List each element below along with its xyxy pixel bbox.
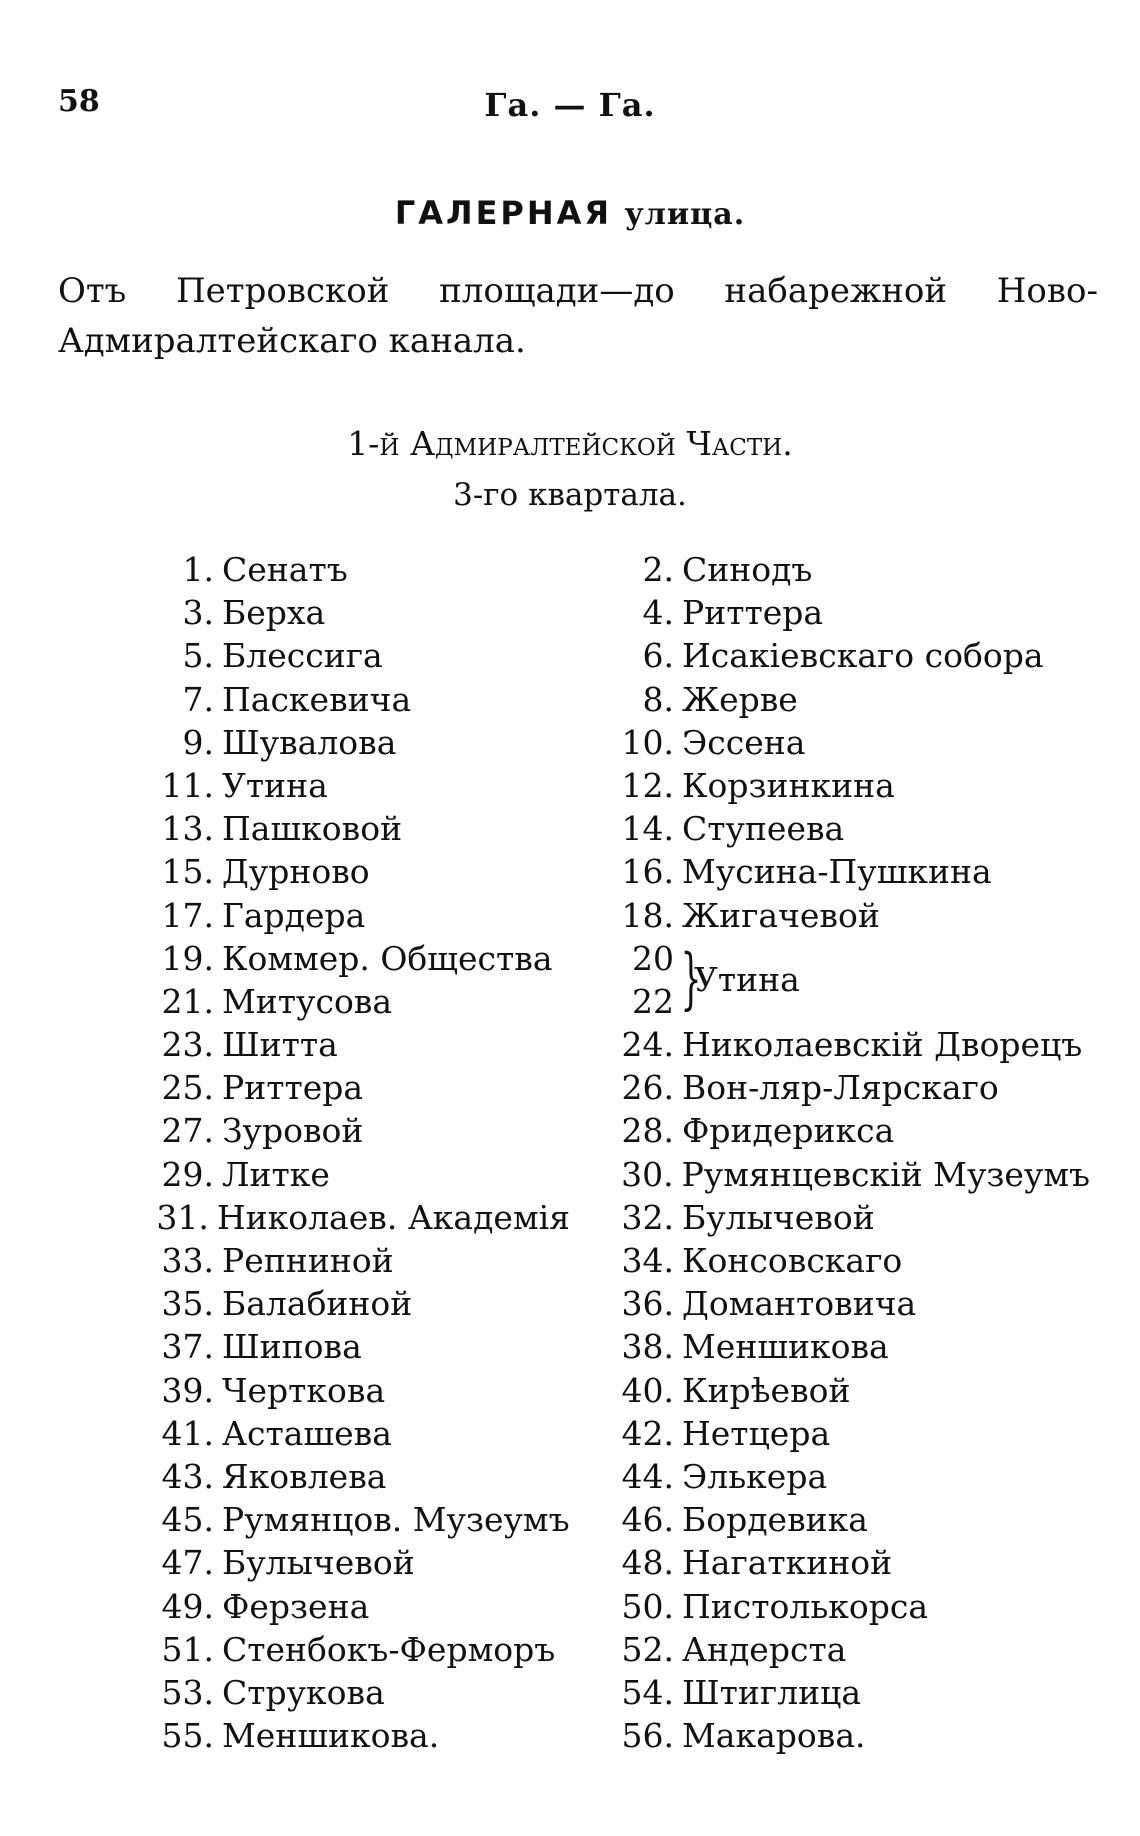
house-entry <box>130 1714 570 1757</box>
street-name: ГАЛЕРНАЯ <box>394 194 613 232</box>
house-owner: Зуровой <box>222 1111 364 1151</box>
house-number: 14. <box>621 809 674 849</box>
odd-houses-column <box>130 548 570 1757</box>
house-owner: Ступеева <box>682 809 845 849</box>
street-type: улица. <box>624 197 746 232</box>
house-number: 32. <box>621 1197 674 1237</box>
house-entry <box>130 678 570 721</box>
house-number: 24. <box>621 1025 674 1065</box>
house-number: 11. <box>161 765 214 805</box>
house-owner: Коммер. Общества <box>222 938 553 978</box>
house-owner: Стенбокъ-Ферморъ <box>222 1629 556 1669</box>
house-owner: Риттера <box>222 1068 364 1108</box>
house-owner: Дурново <box>222 852 370 892</box>
house-number: 54. <box>621 1672 674 1712</box>
house-number: 26. <box>621 1068 674 1108</box>
house-entry <box>130 1066 570 1109</box>
house-number: 27. <box>161 1111 214 1151</box>
house-owner: Фридерикса <box>682 1111 895 1151</box>
house-number: 23. <box>161 1025 214 1065</box>
house-entry <box>590 807 1090 850</box>
house-entry <box>590 1671 1090 1714</box>
house-owner: Андерста <box>682 1629 847 1669</box>
house-entry <box>590 1066 1090 1109</box>
house-number: 43. <box>161 1456 214 1496</box>
house-number: 10. <box>621 722 674 762</box>
house-entry <box>590 548 1090 591</box>
house-entry <box>130 1109 570 1152</box>
house-owner: Утина <box>694 960 800 1000</box>
house-number: 18. <box>621 895 674 935</box>
house-number: 45. <box>161 1500 214 1540</box>
house-number: 31. <box>156 1197 209 1237</box>
house-entry <box>130 634 570 677</box>
house-number: 42. <box>621 1413 674 1453</box>
house-entry <box>590 1412 1090 1455</box>
house-owner: Шипова <box>222 1327 362 1367</box>
house-entry <box>590 1239 1090 1282</box>
house-number: 33. <box>161 1241 214 1280</box>
house-owner: Меншикова. <box>222 1716 440 1756</box>
house-owner: Пистолькорса <box>682 1586 929 1626</box>
house-owner: Жигачевой <box>682 895 880 935</box>
running-head: Га. — Га. <box>484 86 656 124</box>
house-entry <box>590 1325 1090 1368</box>
house-entry <box>130 1239 570 1282</box>
house-entry <box>130 850 570 893</box>
house-owner: Румянцевскій Музеумъ <box>681 1154 1090 1194</box>
brace-symbol: } <box>680 939 702 1017</box>
house-entry <box>590 1282 1090 1325</box>
house-entry <box>130 1498 570 1541</box>
house-number: 9. <box>182 722 214 762</box>
house-entry <box>590 1109 1090 1152</box>
house-number: 25. <box>161 1068 214 1108</box>
house-entry <box>130 548 570 591</box>
house-entry <box>130 894 570 937</box>
house-number: 47. <box>161 1543 214 1583</box>
house-number: 16. <box>621 852 674 892</box>
house-entry <box>130 1671 570 1714</box>
house-entry <box>590 1196 1090 1239</box>
house-owner: Литке <box>222 1154 330 1194</box>
house-entry <box>130 937 570 980</box>
house-number: 8. <box>642 679 674 719</box>
house-number: 49. <box>161 1586 214 1626</box>
house-owner: Блессига <box>222 636 383 676</box>
house-owner: Синодъ <box>682 550 813 589</box>
house-entry <box>130 764 570 807</box>
house-number: 3. <box>182 593 214 633</box>
house-owner: Вон-ляр-Лярскаго <box>682 1068 999 1108</box>
house-number: 56. <box>621 1716 674 1756</box>
house-owner: Паскевича <box>222 679 412 719</box>
house-number: 12. <box>621 765 674 805</box>
house-number: 41. <box>161 1413 214 1453</box>
house-owner: Николаевскій Дворецъ <box>682 1025 1083 1065</box>
house-number: 13. <box>161 809 214 849</box>
bracketed-house-entry <box>590 937 1090 1023</box>
house-number: 6. <box>642 636 674 676</box>
house-number: 48. <box>621 1543 674 1583</box>
house-owner: Булычевой <box>222 1543 415 1583</box>
street-description: Отъ Петровской площади—до набарежной Ново-Адмиралтейскаго канала. <box>58 271 1098 361</box>
house-number: 30. <box>621 1154 674 1194</box>
house-entry <box>590 1585 1090 1628</box>
house-number: 52. <box>621 1629 674 1669</box>
house-entry <box>590 721 1090 764</box>
house-number: 51. <box>161 1629 214 1669</box>
house-entry <box>590 1628 1090 1671</box>
house-owner: Шитта <box>222 1025 338 1065</box>
house-entry <box>130 1325 570 1368</box>
house-number: 46. <box>621 1500 674 1540</box>
house-entry <box>130 1585 570 1628</box>
house-entry <box>130 1282 570 1325</box>
house-number: 20 <box>632 938 674 978</box>
house-entry <box>130 1153 570 1196</box>
house-number: 36. <box>621 1284 674 1324</box>
house-owner: Николаев. Академія <box>216 1197 570 1237</box>
house-owner: Асташева <box>222 1413 392 1453</box>
house-entry <box>130 980 570 1023</box>
house-owner: Исакіевскаго собора <box>682 636 1044 676</box>
house-owner: Шувалова <box>222 722 397 762</box>
house-owner: Румянцов. Музеумъ <box>222 1500 570 1540</box>
house-entry <box>590 1369 1090 1412</box>
house-owner: Макарова. <box>682 1716 866 1756</box>
house-entry <box>130 1369 570 1412</box>
house-number: 37. <box>161 1327 214 1367</box>
house-number: 38. <box>621 1327 674 1367</box>
house-owner: Эссена <box>682 722 806 762</box>
house-owner: Черткова <box>222 1370 386 1410</box>
house-number: 35. <box>161 1284 214 1324</box>
house-number: 17. <box>161 895 214 935</box>
house-list <box>0 548 1140 1768</box>
house-number: 53. <box>161 1672 214 1712</box>
house-entry <box>590 1153 1090 1196</box>
house-entry <box>590 850 1090 893</box>
house-number: 39. <box>161 1370 214 1410</box>
house-entry <box>590 591 1090 634</box>
even-houses-bottom <box>590 1023 1090 1757</box>
house-entry <box>130 1196 570 1239</box>
house-number: 21. <box>161 981 214 1021</box>
house-entry <box>590 764 1090 807</box>
house-number: 19. <box>161 938 214 978</box>
house-owner: Балабиной <box>222 1284 413 1324</box>
house-owner: Нетцера <box>682 1413 831 1453</box>
even-houses-column <box>590 548 1090 1757</box>
house-number: 1. <box>182 550 214 589</box>
house-owner: Репниной <box>222 1241 394 1280</box>
house-entry <box>130 1412 570 1455</box>
house-entry <box>130 721 570 764</box>
house-owner: Меншикова <box>682 1327 889 1367</box>
house-owner: Ферзена <box>222 1586 370 1626</box>
house-owner: Кирѣевой <box>682 1370 851 1410</box>
house-owner: Пашковой <box>222 809 403 849</box>
house-owner: Риттера <box>682 593 824 633</box>
house-entry <box>130 1628 570 1671</box>
house-entry <box>590 678 1090 721</box>
house-owner: Струкова <box>222 1672 385 1712</box>
house-owner: Элькера <box>682 1456 828 1496</box>
house-owner: Нагаткиной <box>682 1543 893 1583</box>
house-entry <box>130 1023 570 1066</box>
house-number: 5. <box>182 636 214 676</box>
house-owner: Домантовича <box>682 1284 917 1324</box>
house-owner: Корзинкина <box>682 765 895 805</box>
even-houses-top <box>590 548 1090 937</box>
house-owner: Мусина-Пушкина <box>682 852 992 892</box>
house-entry <box>590 1714 1090 1757</box>
house-owner: Яковлева <box>222 1456 387 1496</box>
house-entry <box>130 591 570 634</box>
house-entry <box>590 1541 1090 1584</box>
house-entry <box>130 1455 570 1498</box>
house-number: 28. <box>621 1111 674 1151</box>
house-owner: Штиглица <box>682 1672 862 1712</box>
house-owner: Гардера <box>222 895 366 935</box>
house-number: 15. <box>161 852 214 892</box>
house-owner: Бордевика <box>682 1500 868 1540</box>
house-entry <box>590 1498 1090 1541</box>
house-entry <box>590 894 1090 937</box>
house-entry <box>590 1455 1090 1498</box>
house-number: 29. <box>161 1154 214 1194</box>
street-title <box>0 192 1140 233</box>
house-entry <box>130 807 570 850</box>
house-number: 34. <box>621 1241 674 1281</box>
district-heading: 1-й Адмиралтейской Части. <box>347 424 793 463</box>
house-entry <box>590 634 1090 677</box>
house-entry <box>590 1023 1090 1066</box>
house-owner: Консовскаго <box>682 1241 903 1281</box>
house-owner: Сенатъ <box>222 550 348 589</box>
house-owner: Митусова <box>222 981 393 1021</box>
house-number: 40. <box>621 1370 674 1410</box>
house-number: 55. <box>161 1716 214 1756</box>
house-number: 7. <box>182 679 214 719</box>
page-number: 58 <box>58 84 100 119</box>
house-number: 44. <box>621 1456 674 1496</box>
quarter-heading: 3-го квартала. <box>453 477 687 513</box>
house-owner: Берха <box>222 593 326 633</box>
house-owner: Жерве <box>682 679 798 719</box>
house-number: 22 <box>632 981 674 1021</box>
house-number: 50. <box>621 1586 674 1626</box>
house-owner: Утина <box>222 765 328 805</box>
house-entry <box>130 1541 570 1584</box>
house-owner: Булычевой <box>682 1197 875 1237</box>
house-number: 4. <box>642 593 674 633</box>
house-number: 2. <box>642 550 674 589</box>
